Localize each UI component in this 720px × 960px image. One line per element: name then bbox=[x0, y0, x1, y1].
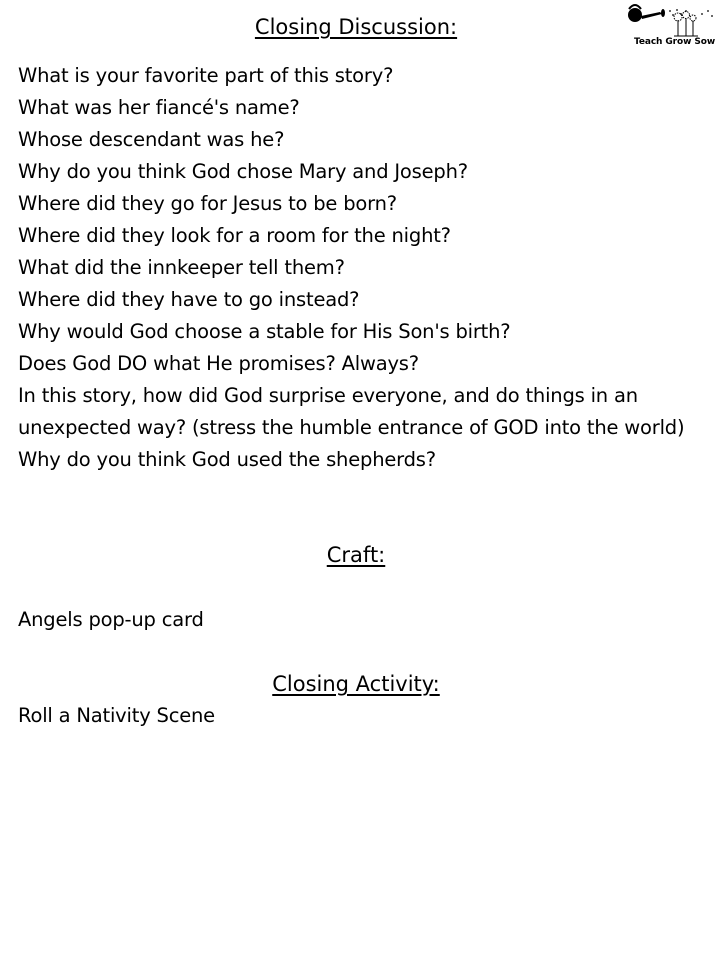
question-item: Where did they have to go instead? bbox=[18, 288, 360, 311]
closing-discussion-heading: Closing Discussion: bbox=[254, 15, 458, 39]
craft-item: Angels pop-up card bbox=[18, 608, 204, 631]
question-item: Does God DO what He promises? Always? bbox=[18, 352, 419, 375]
question-item: What is your favorite part of this story? bbox=[18, 64, 394, 87]
question-item: Why do you think God chose Mary and Joseph? bbox=[18, 160, 468, 183]
question-item: Where did they go for Jesus to be born? bbox=[18, 192, 397, 215]
craft-heading: Craft: bbox=[326, 543, 386, 567]
question-item: In this story, how did God surprise everyone, and do things in an unexpected way? (stress the humble entrance of GOD into the world) bbox=[18, 384, 685, 439]
question-item: Whose descendant was he? bbox=[18, 128, 285, 151]
question-item: What did the innkeeper tell them? bbox=[18, 256, 345, 279]
question-item: Where did they look for a room for the night? bbox=[18, 224, 451, 247]
question-item: What was her fiancé's name? bbox=[18, 96, 300, 119]
logo-text: Teach Grow Sow bbox=[634, 37, 716, 47]
closing-activity-heading: Closing Activity: bbox=[272, 672, 440, 696]
question-item: Why do you think God used the shepherds? bbox=[18, 448, 436, 471]
discussion-questions-list bbox=[18, 60, 708, 476]
closing-activity-item: Roll a Nativity Scene bbox=[18, 704, 215, 727]
question-item: Why would God choose a stable for His Son's birth? bbox=[18, 320, 511, 343]
